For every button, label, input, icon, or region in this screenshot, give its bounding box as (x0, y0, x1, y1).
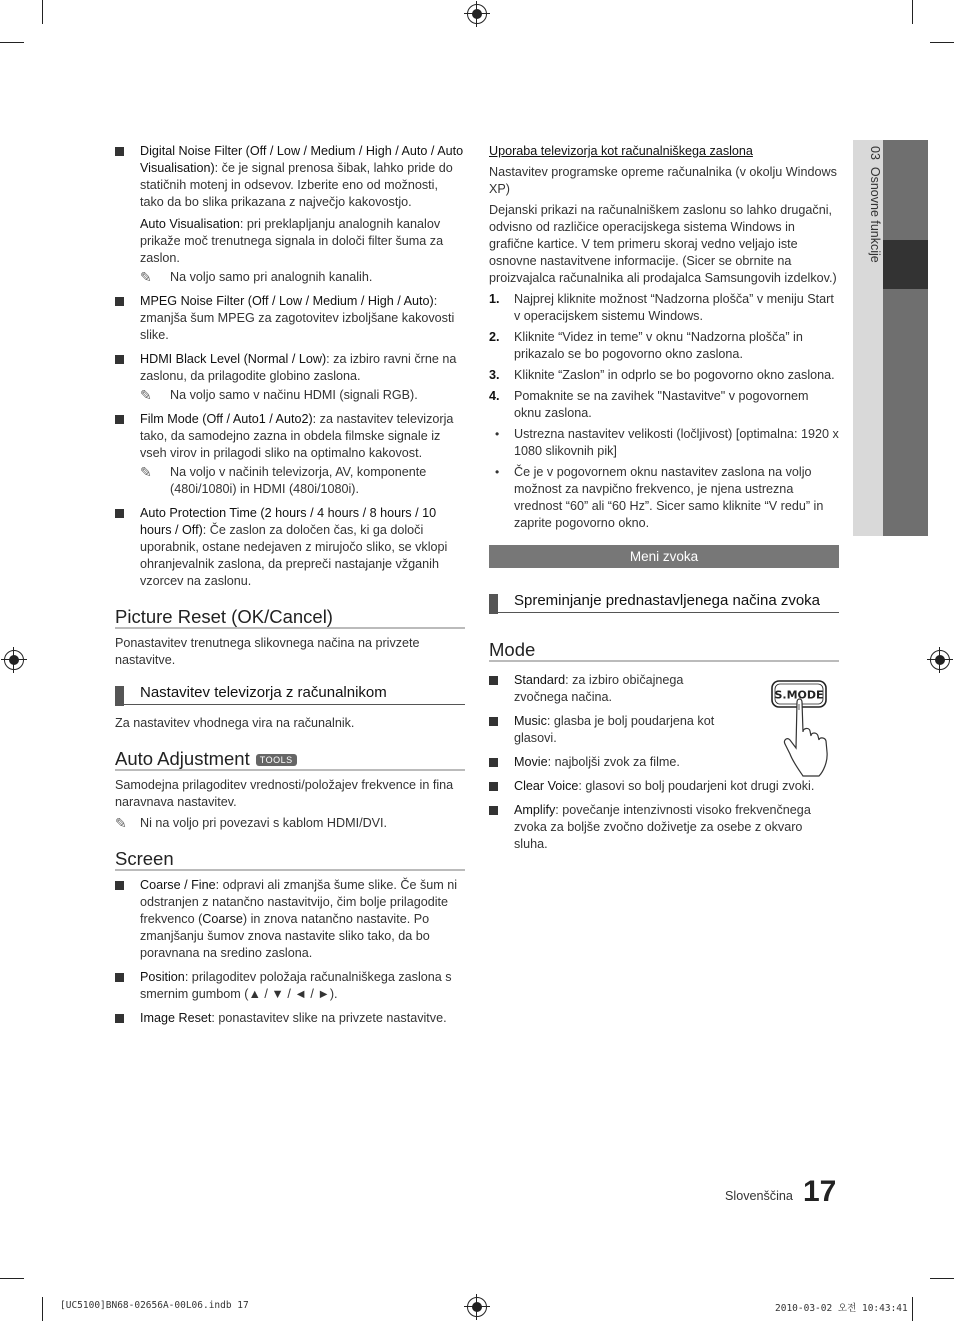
pencil-note-icon: ✎ (115, 815, 127, 831)
bullet-square-icon (115, 973, 124, 982)
crop-mark (0, 1278, 24, 1279)
bullet-square-icon (115, 415, 124, 424)
tools-badge: TOOLS (256, 754, 297, 766)
pencil-note-icon: ✎ (140, 387, 152, 403)
list-item: Clear Voice: glasovi so bolj poudarjeni kot drugi zvoki. (489, 778, 839, 795)
bullet-square-icon (115, 147, 124, 156)
chapter-tab-marker (883, 240, 928, 289)
note: ✎ Na voljo v načinih televizorja, AV, komponente (480i/1080i) in HDMI (480i/1080i). (140, 464, 427, 496)
crop-mark (42, 0, 43, 24)
bullet-square-icon (115, 297, 124, 306)
list-item: Coarse / Fine: odpravi ali zmanjša šume slike. Če šum ni odstranjen z natančno nastavitvijo, čim bolje prilagodite frekvenco (Coarse) in znova natančno nastavite. Po zmanjšanju šumov znova nastavite sliko tako, da bo poravnana na sredino zaslona. (115, 877, 465, 962)
chapter-label: 03 Osnovne funkcije (868, 146, 882, 263)
bullet-item: • Če je v pogovornem oknu nastavitev zaslona na voljo možnost za navpično frekvenco, je njena ustrezna vrednost “60” ali “60 Hz”. Sicer samo kliknite “V redu” in zaprite pogovorno okno. (495, 465, 824, 530)
list-item: Image Reset: ponastavitev slike na privzete nastavitve. (115, 1010, 465, 1027)
list-item: Movie: najboljši zvok za filme. (489, 754, 839, 771)
crop-mark (930, 1278, 954, 1279)
list-item: HDMI Black Level (Normal / Low): za izbiro ravni črne na zaslonu, da prilagodite globino zaslona. ✎ Na voljo samo v načinu HDMI (signali RGB). (115, 351, 465, 404)
paragraph: Nastavitev programske opreme računalnika (v okolju Windows XP) (489, 165, 837, 196)
bullet-square-icon (489, 782, 498, 791)
paragraph: Samodejna prilagoditev vrednosti/položajev frekvence in fina naravnava nastavitev. (115, 778, 454, 809)
paragraph: Ponastavitev trenutnega slikovnega načina na privzete nastavitve. (115, 636, 420, 667)
pencil-note-icon: ✎ (140, 464, 152, 480)
crop-mark (42, 1297, 43, 1321)
bullet-square-icon (115, 355, 124, 364)
smode-button-hand-icon (769, 680, 844, 780)
step-item: 4. Pomaknite se na zavihek "Nastavitve" v pogovornem oknu zaslona. (489, 389, 809, 420)
bullet-square-icon (489, 717, 498, 726)
page-number: 17 (803, 1175, 837, 1208)
bullet-square-icon (115, 1014, 124, 1023)
crop-mark (912, 1297, 913, 1321)
section-band: Meni zvoka (489, 545, 839, 568)
registration-mark-icon (467, 1297, 487, 1317)
subsection-title: Nastavitev televizorja z računalnikom (115, 684, 465, 705)
list-item: Digital Noise Filter (Off / Low / Medium / High / Auto / Auto Visualisation): če je signal prenosa šibak, lahko pride do statičnih motenj in odsevov. Izberite eno od možnosti, tako da bo slika prikazana z največjo kakovostjo. Auto Visualisation: pri preklapljanju analognih kanalov prikaže moč trenutnega signala in določi filter šuma za zaslon. ✎ Na voljo samo pri analognih kanalih. (115, 143, 465, 286)
section-title: Mode (489, 641, 839, 662)
subsection-title: Spreminjanje prednastavljenega načina zvoka (489, 592, 839, 613)
list-item: MPEG Noise Filter (Off / Low / Medium / High / Auto): zmanjša šum MPEG za zagotovitev izboljšane kakovosti slike. (115, 293, 465, 344)
bullet-item: • Ustrezna nastavitev velikosti (ločljivost) [optimalna: 1920 x 1080 slikovnih pik] (495, 427, 839, 458)
pencil-note-icon: ✎ (140, 269, 152, 285)
left-column (115, 143, 465, 1034)
note: ✎ Ni na voljo pri povezavi s kablom HDMI/DVI. (115, 815, 388, 831)
subsection-bar (115, 686, 124, 706)
registration-mark-icon (930, 650, 950, 670)
subsection-bar (489, 594, 498, 614)
bullet-square-icon (115, 881, 124, 890)
list-item: Amplify: povečanje intenzivnosti visoko frekvenčnega zvoka za boljše zvočno doživetje za osebe z okvaro sluha. (489, 802, 839, 853)
registration-mark-icon (467, 4, 487, 24)
step-item: 3. Kliknite “Zaslon” in odprlo se bo pogovorno okno zaslona. (489, 368, 835, 382)
bullet-square-icon (489, 676, 498, 685)
note: ✎ Na voljo samo pri analognih kanalih. (140, 269, 373, 285)
paragraph: Dejanski prikazi na računalniškem zaslonu so lahko drugačni, odvisno od različice operacijskega sistema Windows in grafične kartice. V tem primeru skoraj vedno veljajo iste osnovne nastavitvene informacije. (Sicer se obrnite na proizvajalca računalnika ali prodajalca Samsungovih izdelkov.) (489, 203, 837, 285)
list-item: Auto Protection Time (2 hours / 4 hours / 8 hours / 10 hours / Off): Če zaslon za določen čas, ki ga določi uporabnik, ostane nedejaven z mirujočo sliko, se vklopi ohranjevalnik zaslona, da prepreči nastajanje vžganih vzorcev na zaslonu. (115, 505, 465, 590)
list-item-sub: Auto Visualisation: pri preklapljanju analognih kanalov prikaže moč trenutnega signala in določi filter šuma za zaslon. (140, 217, 444, 265)
paragraph: Za nastavitev vhodnega vira na računalnik. (115, 716, 355, 730)
smode-label: S.MODE (774, 688, 824, 702)
crop-mark (0, 42, 24, 43)
section-title: Auto Adjustment TOOLS (115, 750, 465, 771)
print-slug-file: [UC5100]BN68-02656A-00L06.indb 17 (60, 1300, 249, 1311)
bullet-square-icon (115, 509, 124, 518)
step-item: 2. Kliknite “Videz in teme” v oknu “Nadzorna plošča” in prikazalo se bo pogovorno okno zaslona. (489, 330, 803, 361)
list-item: Standard: za izbiro običajnega zvočnega načina. (489, 672, 729, 706)
pc-usage-title: Uporaba televizorja kot računalniškega zaslona (489, 144, 753, 158)
footer-language: Slovenščina (725, 1189, 793, 1203)
bullet-square-icon (489, 806, 498, 815)
list-item: Music: glasba je bolj poudarjena kot glasovi. (489, 713, 729, 747)
list-item: Position: prilagoditev položaja računalniškega zaslona s smernim gumbom (▲ / ▼ / ◄ / ►). (115, 969, 465, 1003)
crop-mark (930, 42, 954, 43)
note: ✎ Na voljo samo v načinu HDMI (signali RGB). (140, 387, 418, 403)
registration-mark-icon (4, 650, 24, 670)
step-item: 1. Najprej kliknite možnost “Nadzorna plošča” v meniju Start v operacijskem sistemu Windows. (489, 292, 834, 323)
crop-mark (912, 0, 913, 24)
print-slug-date: 2010-03-02 오전 10:43:41 (775, 1303, 908, 1314)
section-title: Screen (115, 850, 465, 871)
list-item: Film Mode (Off / Auto1 / Auto2): za nastavitev televizorja tako, da samodejno zazna in obdela filmske signale iz vseh virov in prilagodi sliko na optimalno kakovost. ✎ Na voljo v načinih televizorja, AV, komponente (480i/1080i) in HDMI (480i/1080i). (115, 411, 465, 498)
bullet-square-icon (489, 758, 498, 767)
chapter-tab-band (883, 140, 928, 536)
section-title: Picture Reset (OK/Cancel) (115, 608, 465, 629)
